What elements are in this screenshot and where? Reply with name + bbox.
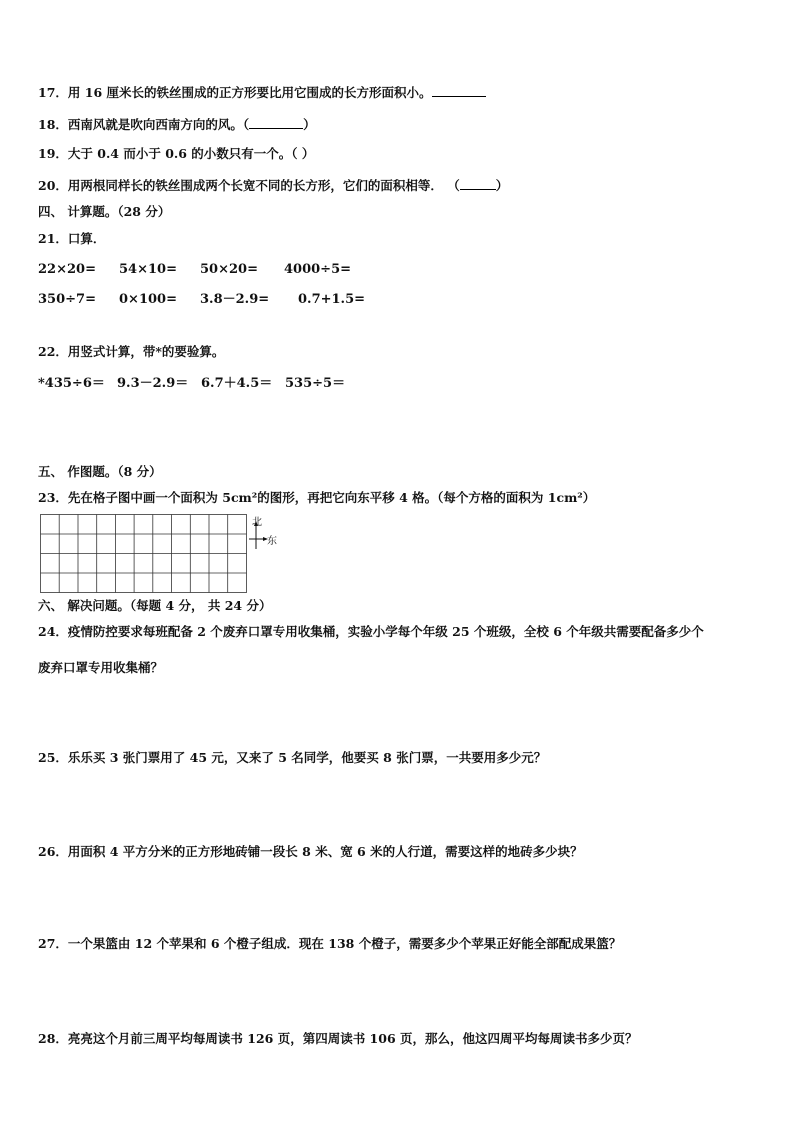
question-24-line2: 废弃口罩专用收集桶？: [38, 660, 164, 675]
compass-north-label: 北: [252, 517, 262, 528]
question-17-text: 17．用 16 厘米长的铁丝围成的正方形要比用它围成的长方形面积小。: [38, 85, 432, 100]
question-17: [38, 84, 486, 101]
vertical-calc-item: 9.3－2.9＝: [117, 376, 189, 391]
paren-close: ）: [495, 178, 509, 193]
paren-close: ）: [303, 117, 316, 132]
answer-blank[interactable]: [460, 177, 496, 190]
question-24-line1: 24．疫情防控要求每班配备 2 个废弃口罩专用收集桶，实验小学每个年级 25 个班级，全校 6 个年级共需要配备多少个: [38, 624, 704, 639]
oral-calc-item: 4000÷5=: [284, 262, 352, 277]
question-25: 25．乐乐买 3 张门票用了 45 元，又来了 5 名同学，他要买 8 张门票，一共要用多少元？: [38, 750, 547, 765]
question-28: 28．亮亮这个月前三周平均每周读书 126 页，第四周读书 106 页，那么，他这四周平均每周读书多少页？: [38, 1031, 638, 1046]
section-4-title: 四、 计算题。（28 分）: [38, 204, 171, 219]
vertical-calc-item: *435÷6＝: [38, 376, 105, 391]
question-21-title: 21．口算．: [38, 231, 106, 246]
oral-calc-item: 54×10=: [119, 262, 177, 277]
vertical-calc-item: 535÷5＝: [285, 376, 346, 391]
oral-calc-item: 350÷7=: [38, 292, 96, 307]
question-20: [38, 177, 508, 194]
section-5-title: 五、 作图题。（8 分）: [38, 464, 162, 479]
question-26: 26．用面积 4 平方分米的正方形地砖铺一段长 8 米、宽 6 米的人行道，需要这样的地砖多少块？: [38, 844, 583, 859]
drawing-grid[interactable]: [40, 514, 248, 594]
oral-calc-item: 0×100=: [119, 292, 177, 307]
oral-calc-item: 22×20=: [38, 262, 96, 277]
oral-calc-item: 3.8－2.9=: [200, 292, 270, 307]
vertical-calc-item: 6.7＋4.5＝: [201, 376, 273, 391]
question-20-text: 20．用两根同样长的铁丝围成两个长宽不同的长方形，它们的面积相等． （: [38, 178, 460, 193]
question-19: [38, 146, 314, 162]
answer-blank[interactable]: [249, 116, 303, 129]
question-27: 27．一个果篮由 12 个苹果和 6 个橙子组成．现在 138 个橙子，需要多少个苹果正好能全部配成果篮？: [38, 936, 622, 951]
question-18-text: 18．西南风就是吹向西南方向的风。（: [38, 117, 250, 132]
section-6-title: 六、 解决问题。（每题 4 分， 共 24 分）: [38, 598, 272, 613]
question-23-text: 23．先在格子图中画一个面积为 5cm²的图形，再把它向东平移 4 格。（每个方格的面积为 1cm²）: [38, 490, 596, 505]
compass-east-label: 东: [267, 536, 277, 547]
oral-calc-item: 50×20=: [200, 262, 258, 277]
question-19-text: 19．大于 0.4 而小于 0.6 的小数只有一个。（ ）: [38, 146, 315, 161]
oral-calc-item: 0.7+1.5=: [298, 292, 366, 307]
question-22-title: 22．用竖式计算，带*的要验算。: [38, 344, 225, 359]
answer-blank[interactable]: [432, 84, 486, 97]
question-18: [38, 116, 316, 133]
